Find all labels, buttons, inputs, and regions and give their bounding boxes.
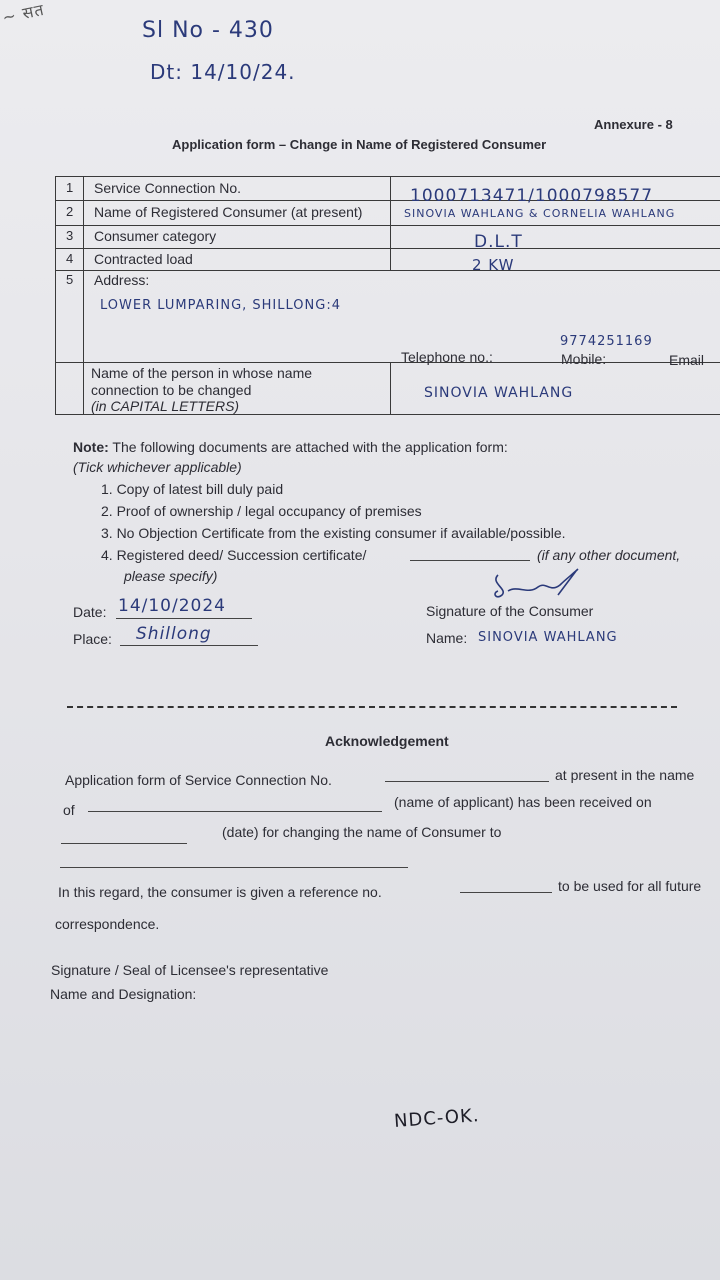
person-label-line1: Name of the person in whose name — [91, 365, 313, 381]
ndc-ok-note: NDC-OK. — [393, 1105, 481, 1132]
mobile-label: Mobile: — [561, 351, 607, 367]
service-connection-value: 1000713471/1000798577 — [410, 186, 654, 206]
consumer-category-value: D.L.T — [474, 232, 523, 252]
handwritten-date: Dt: 14/10/24. — [150, 60, 296, 84]
row-label-consumer-category: Consumer category — [94, 228, 217, 244]
person-label-line3: (in CAPITAL LETTERS) — [91, 398, 240, 414]
ack-line-2a: of — [63, 802, 75, 818]
row-number: 4 — [66, 251, 74, 266]
ack-line-5: correspondence. — [55, 916, 160, 932]
place-value: Shillong — [136, 624, 212, 644]
ack-line-4a: In this regard, the consumer is given a reference no. — [58, 884, 382, 900]
ack-line-1b: at present in the name — [555, 767, 695, 783]
ack-line-1a: Application form of Service Connection No. — [65, 772, 332, 788]
ack-line-4b: to be used for all future — [558, 878, 702, 894]
name-value: SINOVIA WAHLANG — [478, 630, 618, 645]
document-item: 1. Copy of latest bill duly paid — [101, 481, 284, 497]
licensee-name-label: Name and Designation: — [50, 986, 197, 1002]
email-label: Email — [669, 352, 705, 368]
form-title: Application form – Change in Name of Registered Consumer — [172, 137, 547, 152]
note-heading — [73, 439, 508, 455]
corner-scribble: ~ सत — [0, 0, 47, 28]
new-consumer-name-value: SINOVIA WAHLANG — [424, 385, 574, 401]
telephone-label: Telephone no.: — [401, 349, 493, 365]
document-item: 3. No Objection Certificate from the existing consumer if available/possible. — [101, 525, 566, 541]
row-label-contracted-load: Contracted load — [94, 251, 193, 267]
serial-number: Sl No - 430 — [142, 18, 274, 43]
date-value: 14/10/2024 — [118, 596, 226, 616]
row-number: 1 — [66, 180, 74, 195]
document-item: 2. Proof of ownership / legal occupancy of premises — [101, 503, 422, 519]
date-label: Date: — [73, 604, 107, 620]
place-label: Place: — [73, 631, 112, 647]
consumer-signature — [488, 565, 583, 603]
ack-line-3: (date) for changing the name of Consumer to — [222, 824, 502, 840]
ack-line-2b: (name of applicant) has been received on — [394, 794, 652, 810]
signature-label: Signature of the Consumer — [426, 603, 594, 619]
note-title: Note: — [73, 439, 109, 455]
document-item: 4. Registered deed/ Succession certificate/ — [101, 547, 367, 563]
name-label: Name: — [426, 630, 468, 646]
row-label-consumer-name: Name of Registered Consumer (at present) — [94, 204, 363, 220]
document-item-suffix: (if any other document, — [537, 547, 681, 563]
address-value: LOWER LUMPARING, SHILLONG:4 — [100, 298, 341, 313]
person-label-line2: connection to be changed — [91, 382, 252, 398]
row-label-service-connection: Service Connection No. — [94, 180, 242, 196]
ack-title: Acknowledgement — [325, 733, 449, 749]
row-number: 5 — [66, 272, 74, 287]
note-subtitle: (Tick whichever applicable) — [73, 459, 242, 475]
annexure-label: Annexure - 8 — [594, 117, 673, 132]
licensee-signature-label: Signature / Seal of Licensee's representative — [51, 962, 329, 978]
note-text: The following documents are attached with the application form: — [108, 439, 508, 455]
contracted-load-value: 2 KW — [472, 256, 515, 274]
row-number: 3 — [66, 228, 74, 243]
row-label-address: Address: — [94, 272, 150, 288]
mobile-value: 9774251169 — [560, 334, 653, 349]
row-number: 2 — [66, 204, 74, 219]
document-item-continuation: please specify) — [124, 568, 218, 584]
cut-line — [67, 706, 677, 708]
consumer-name-value: SINOVIA WAHLANG & CORNELIA WAHLANG — [404, 207, 676, 220]
